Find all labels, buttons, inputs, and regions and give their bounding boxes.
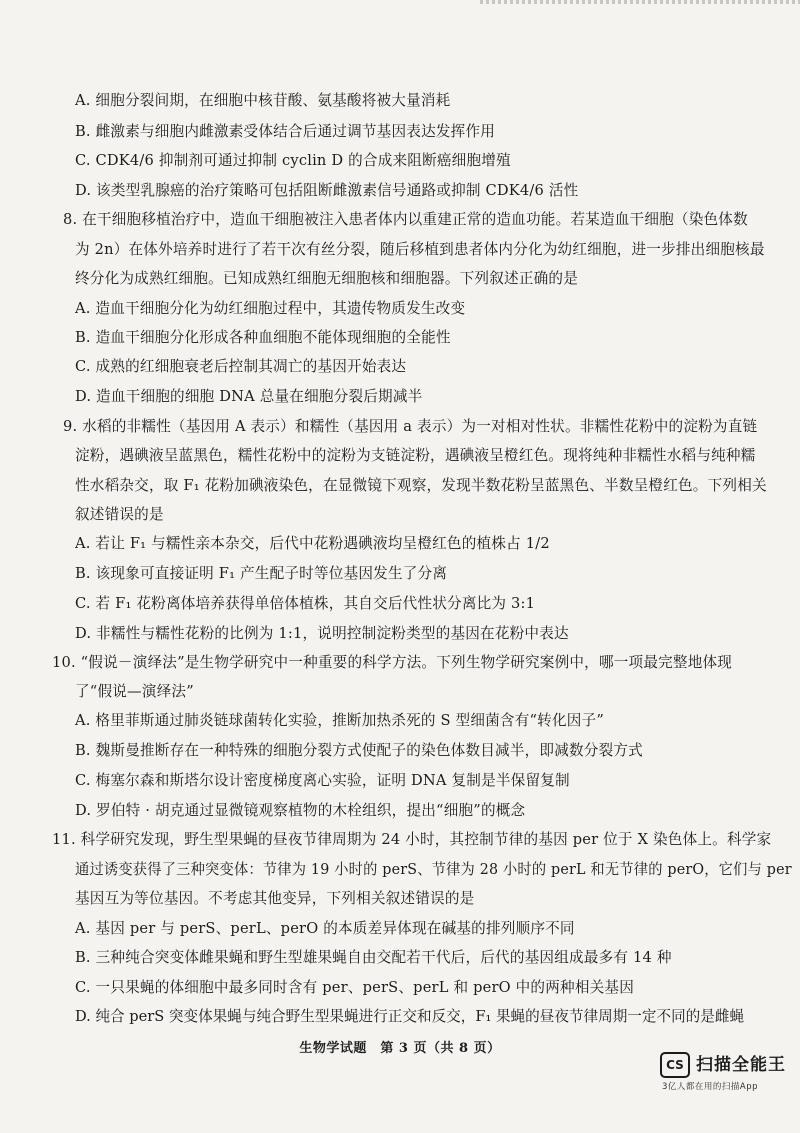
- q11-stem-line1: 11. 科学研究发现，野生型果蝇的昼夜节律周期为 24 小时，其控制节律的基因 per 位于 X 染色体上。科学家: [52, 831, 772, 848]
- q9-option-c: C. 若 F₁ 花粉离体培养获得单倍体植株，其自交后代性状分离比为 3:1: [75, 595, 536, 612]
- q7-option-d: D. 该类型乳腺癌的治疗策略可包括阻断雌激素信号通路或抑制 CDK4/6 活性: [75, 182, 579, 199]
- q10-option-a: A. 格里菲斯通过肺炎链球菌转化实验，推断加热杀死的 S 型细菌含有“转化因子”: [75, 712, 605, 729]
- watermark-tagline: 3亿人都在用的扫描App: [662, 1082, 759, 1092]
- q11-stem-line3: 基因互为等位基因。不考虑其他变异，下列相关叙述错误的是: [75, 890, 475, 907]
- q10-option-b: B. 魏斯曼推断存在一种特殊的细胞分裂方式使配子的染色体数目减半，即减数分裂方式: [75, 742, 643, 759]
- q9-stem-line3: 性水稻杂交，取 F₁ 花粉加碘液染色，在显微镜下观察，发现半数花粉呈蓝黑色、半数呈橙红色。下列相关: [75, 477, 767, 494]
- q9-option-d: D. 非糯性与糯性花粉的比例为 1:1，说明控制淀粉类型的基因在花粉中表达: [75, 625, 569, 642]
- q11-option-c: C. 一只果蝇的体细胞中最多同时含有 per、perS、perL 和 perO 中的两种相关基因: [75, 979, 634, 996]
- q9-option-b: B. 该现象可直接证明 F₁ 产生配子时等位基因发生了分离: [75, 565, 448, 582]
- q8-option-b: B. 造血干细胞分化形成各种血细胞不能体现细胞的全能性: [75, 329, 451, 346]
- q9-stem-line2: 淀粉，遇碘液呈蓝黑色，糯性花粉中的淀粉为支链淀粉，遇碘液呈橙红色。现将纯种非糯性水稻与纯种糯: [75, 447, 756, 464]
- q8-option-c: C. 成熟的红细胞衰老后控制其凋亡的基因开始表达: [75, 358, 407, 375]
- q11-option-d: D. 纯合 perS 突变体果蝇与纯合野生型果蝇进行正交和反交，F₁ 果蝇的昼夜节律周期一定不同的是雌蝇: [75, 1008, 745, 1025]
- scanner-watermark: [660, 1048, 790, 1096]
- q7-option-b: B. 雌激素与细胞内雌激素受体结合后通过调节基因表达发挥作用: [75, 123, 496, 140]
- q10-stem-line1: 10. “假说－演绎法”是生物学研究中一种重要的科学方法。下列生物学研究案例中，哪一项最完整地体现: [52, 654, 733, 671]
- q11-option-b: B. 三种纯合突变体雌果蝇和野生型雄果蝇自由交配若干代后，后代的基因组成最多有 14 种: [75, 949, 672, 966]
- camscanner-logo-icon: CS: [660, 1052, 690, 1078]
- q11-option-a: A. 基因 per 与 perS、perL、perO 的本质差异体现在碱基的排列顺序不同: [75, 920, 575, 937]
- q11-stem-line2: 通过诱变获得了三种突变体：节律为 19 小时的 perS、节律为 28 小时的 perL 和无节律的 perO，它们与 per: [75, 861, 792, 878]
- q9-option-a: A. 若让 F₁ 与糯性亲本杂交，后代中花粉遇碘液均呈橙红色的植株占 1/2: [75, 535, 550, 552]
- q8-stem-line3: 终分化为成熟红细胞。已知成熟红细胞无细胞核和细胞器。下列叙述正确的是: [75, 270, 578, 287]
- q9-stem-line1: 9. 水稻的非糯性（基因用 A 表示）和糯性（基因用 a 表示）为一对相对性状。非糯性花粉中的淀粉为直链: [63, 418, 758, 435]
- q8-stem-line2: 为 2n）在体外培养时进行了若干次有丝分裂，随后移植到患者体内分化为幼红细胞，进一步排出细胞核最: [75, 241, 765, 258]
- q8-stem-line1: 8. 在干细胞移植治疗中，造血干细胞被注入患者体内以重建正常的造血功能。若某造血干细胞（染色体数: [63, 211, 748, 228]
- q7-option-a: A. 细胞分裂间期，在细胞中核苷酸、氨基酸将被大量消耗: [75, 92, 451, 109]
- q10-option-c: C. 梅塞尔森和斯塔尔设计密度梯度离心实验，证明 DNA 复制是半保留复制: [75, 772, 570, 789]
- watermark-brand-name: 扫描全能王: [696, 1055, 786, 1075]
- q10-option-d: D. 罗伯特 · 胡克通过显微镜观察植物的木栓组织，提出“细胞”的概念: [75, 802, 526, 819]
- q8-option-d: D. 造血干细胞的细胞 DNA 总量在细胞分裂后期减半: [75, 388, 423, 405]
- q10-stem-line2: 了“假说—演绎法”: [75, 683, 194, 700]
- page-footer: 生物学试题 第 3 页（共 8 页）: [299, 1041, 501, 1056]
- q7-option-c: C. CDK4/6 抑制剂可通过抑制 cyclin D 的合成来阻断癌细胞增殖: [75, 152, 511, 169]
- q9-stem-line4: 叙述错误的是: [75, 506, 164, 523]
- q8-option-a: A. 造血干细胞分化为幼红细胞过程中，其遗传物质发生改变: [75, 300, 466, 317]
